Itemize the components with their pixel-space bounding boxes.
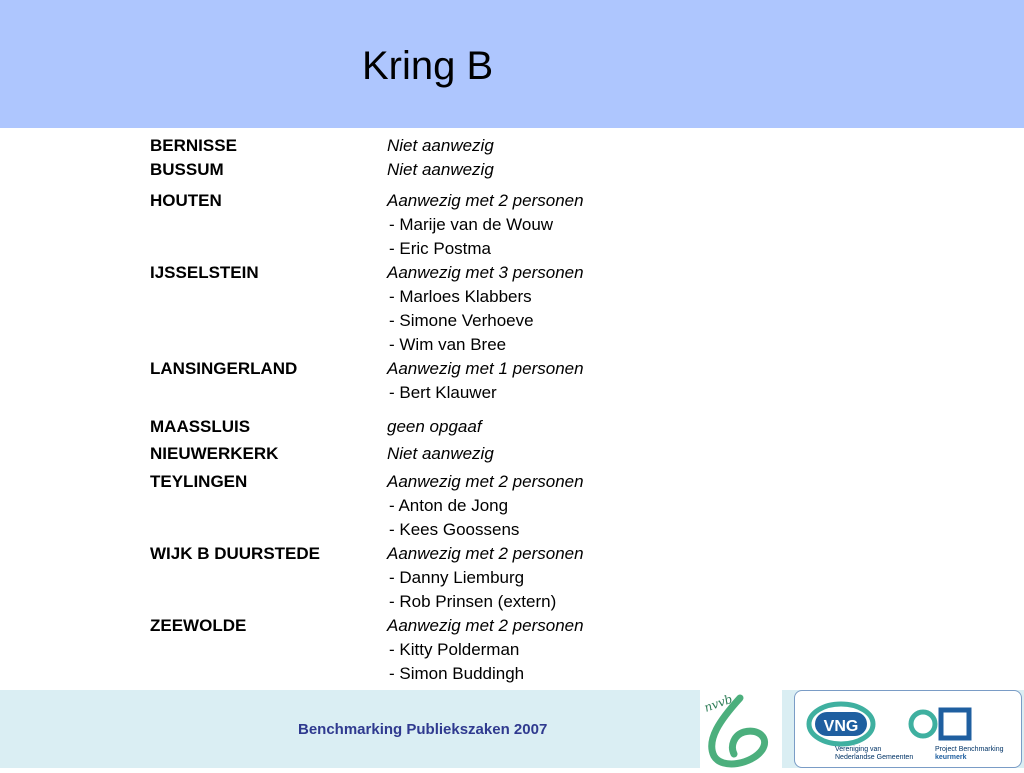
attendance-row bbox=[150, 261, 750, 357]
attendance-status: Niet aanwezig bbox=[387, 160, 494, 179]
attendee-name: - Wim van Bree bbox=[389, 335, 507, 354]
slide-header bbox=[0, 0, 1024, 128]
municipality-name: LANSINGERLAND bbox=[150, 359, 298, 378]
attendee-name: - Kitty Polderman bbox=[389, 640, 520, 659]
keurmerk-caption-2: keurmerk bbox=[935, 754, 967, 761]
municipality-name: NIEUWERKERK bbox=[150, 444, 279, 463]
attendance-status: Niet aanwezig bbox=[387, 136, 494, 155]
attendance-row bbox=[150, 442, 750, 466]
attendee-name: - Simon Buddingh bbox=[389, 664, 525, 683]
attendee-name: - Marloes Klabbers bbox=[389, 287, 532, 306]
attendance-status: Aanwezig met 3 personen bbox=[387, 263, 584, 282]
municipality-name: HOUTEN bbox=[150, 191, 222, 210]
attendance-row bbox=[150, 470, 750, 542]
municipality-name: BERNISSE bbox=[150, 136, 237, 155]
municipality-name: MAASSLUIS bbox=[150, 417, 251, 436]
attendee-name: - Anton de Jong bbox=[389, 496, 509, 515]
attendance-row bbox=[150, 415, 750, 439]
attendance-row bbox=[150, 158, 750, 182]
attendance-row bbox=[150, 614, 750, 686]
slide-title: Kring B bbox=[362, 44, 494, 88]
footer-text: Benchmarking Publiekszaken 2007 bbox=[298, 721, 548, 738]
attendance-status: Aanwezig met 1 personen bbox=[387, 359, 584, 378]
attendee-name: - Marije van de Wouw bbox=[389, 215, 554, 234]
attendee-name: - Rob Prinsen (extern) bbox=[389, 592, 557, 611]
attendance-status: Aanwezig met 2 personen bbox=[387, 616, 584, 635]
nvvb-logo bbox=[700, 690, 782, 768]
municipality-name: TEYLINGEN bbox=[150, 472, 248, 491]
attendee-name: - Danny Liemburg bbox=[389, 568, 525, 587]
attendee-name: - Eric Postma bbox=[389, 239, 492, 258]
attendance-row bbox=[150, 134, 750, 158]
municipality-name: ZEEWOLDE bbox=[150, 616, 247, 635]
attendance-status: Aanwezig met 2 personen bbox=[387, 191, 584, 210]
municipality-name: WIJK B DUURSTEDE bbox=[150, 544, 321, 563]
vng-keurmerk-logo bbox=[794, 690, 1022, 768]
attendance-status: Niet aanwezig bbox=[387, 444, 494, 463]
vng-caption-2: Nederlandse Gemeenten bbox=[835, 754, 914, 761]
attendance-status: Aanwezig met 2 personen bbox=[387, 472, 584, 491]
attendance-status: geen opgaaf bbox=[387, 417, 482, 436]
vng-wordmark: VNG bbox=[823, 718, 859, 735]
attendee-name: - Kees Goossens bbox=[389, 520, 520, 539]
attendance-status: Aanwezig met 2 personen bbox=[387, 544, 584, 563]
attendee-name: - Simone Verhoeve bbox=[389, 311, 534, 330]
keurmerk-caption-1: Project Benchmarking bbox=[935, 746, 1004, 753]
attendance-row bbox=[150, 357, 750, 405]
attendance-row bbox=[150, 189, 750, 261]
nvvb-logo-icon bbox=[700, 690, 782, 768]
attendance-row bbox=[150, 542, 750, 614]
nvvb-logo-text: nvvb bbox=[702, 691, 735, 715]
attendee-name: - Bert Klauwer bbox=[389, 383, 497, 402]
vng-caption-1: Vereniging van bbox=[835, 746, 882, 753]
municipality-name: IJSSELSTEIN bbox=[150, 263, 259, 282]
municipality-name: BUSSUM bbox=[150, 160, 224, 179]
